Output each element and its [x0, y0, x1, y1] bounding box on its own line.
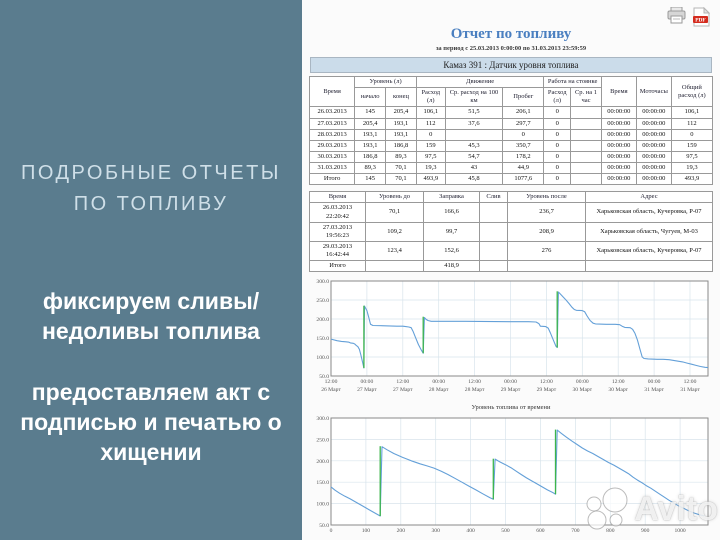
- panel-point-2: [20, 377, 282, 468]
- table-cell: 00:00:00: [636, 174, 671, 185]
- panel-point-line: фиксируем сливы/: [42, 288, 260, 314]
- svg-text:200.0: 200.0: [316, 459, 329, 466]
- table-cell: 1077,6: [503, 174, 544, 185]
- pdf-file-icon[interactable]: [693, 7, 710, 32]
- table-cell: [571, 151, 602, 162]
- daily-fuel-table: [309, 76, 713, 185]
- table-cell: 00:00:00: [601, 140, 636, 151]
- table-cell: 70,1: [366, 203, 424, 222]
- table-cell: 112: [671, 118, 712, 129]
- table-cell: 29.03.2013 16:42:44: [310, 241, 366, 260]
- table-cell: 31.03.2013: [310, 163, 355, 174]
- table-cell: 89,3: [355, 163, 386, 174]
- pdf-icon-label: PDF: [695, 17, 706, 24]
- table-cell: 159: [416, 140, 445, 151]
- table-cell: 30.03.2013: [310, 151, 355, 162]
- svg-text:150.0: 150.0: [316, 336, 329, 343]
- table-cell: 193,1: [355, 140, 386, 151]
- table-cell: 109,2: [366, 222, 424, 241]
- col-refuel-time: Время: [310, 192, 366, 203]
- svg-text:100: 100: [361, 528, 371, 535]
- col-level-start: начало: [355, 88, 386, 107]
- table-cell: 00:00:00: [601, 129, 636, 140]
- svg-text:800: 800: [606, 528, 615, 535]
- printer-icon[interactable]: [667, 7, 686, 32]
- col-drain: Слив: [480, 192, 508, 203]
- table-cell: 236,7: [508, 203, 586, 222]
- table-cell: 19,3: [671, 163, 712, 174]
- svg-text:12:00: 12:00: [683, 379, 697, 386]
- table-cell: 0: [544, 129, 571, 140]
- table-cell: 29.03.2013: [310, 140, 355, 151]
- svg-text:12:00: 12:00: [540, 379, 553, 386]
- table-cell: 00:00:00: [636, 140, 671, 151]
- colgroup-idle: Работа на стоянке: [544, 77, 602, 88]
- svg-text:12:00: 12:00: [611, 379, 625, 386]
- panel-heading-line: ПО ТОПЛИВУ: [73, 193, 229, 215]
- table-cell: 205,4: [386, 107, 417, 118]
- table-row: [310, 118, 713, 129]
- panel-point-1: [42, 286, 260, 347]
- table-row: [310, 129, 713, 140]
- table-cell: 51,5: [445, 107, 503, 118]
- table-cell: 193,1: [386, 129, 417, 140]
- table-cell: 145: [355, 174, 386, 185]
- svg-text:150.0: 150.0: [316, 480, 329, 487]
- svg-text:600: 600: [536, 528, 545, 535]
- table-cell: [571, 163, 602, 174]
- table-cell: 0: [544, 163, 571, 174]
- table-cell: [366, 261, 424, 272]
- table-cell: 00:00:00: [636, 151, 671, 162]
- svg-text:300.0: 300.0: [316, 279, 329, 286]
- table-cell: [480, 222, 508, 241]
- svg-text:00:00: 00:00: [647, 379, 661, 386]
- table-cell: 0: [544, 140, 571, 151]
- table-cell: 178,2: [503, 151, 544, 162]
- col-level-end: конец: [386, 88, 417, 107]
- table-cell: 297,7: [503, 118, 544, 129]
- table-cell: 97,5: [416, 151, 445, 162]
- table-cell: 186,8: [386, 140, 417, 151]
- fuel-level-time-chart: [309, 278, 713, 411]
- table-cell: 152,6: [424, 241, 480, 260]
- col-level-before: Уровень до: [366, 192, 424, 203]
- svg-text:00:00: 00:00: [432, 379, 446, 386]
- table-cell: 19,3: [416, 163, 445, 174]
- svg-text:29 Март: 29 Март: [500, 387, 521, 394]
- table-cell: 193,1: [355, 129, 386, 140]
- table-cell: 00:00:00: [601, 163, 636, 174]
- svg-text:100.0: 100.0: [316, 355, 329, 362]
- table-cell: Итого: [310, 261, 366, 272]
- table-cell: 27.03.2013 19:56:23: [310, 222, 366, 241]
- vehicle-banner: Камаз 391 : Датчик уровня топлива: [310, 57, 712, 73]
- table-cell: 350,7: [503, 140, 544, 151]
- table-cell: [480, 203, 508, 222]
- svg-text:12:00: 12:00: [324, 379, 338, 386]
- svg-text:100.0: 100.0: [316, 501, 329, 508]
- svg-text:250.0: 250.0: [316, 298, 329, 305]
- col-refuel: Заправка: [424, 192, 480, 203]
- svg-text:29 Март: 29 Март: [536, 387, 557, 394]
- svg-text:28 Март: 28 Март: [428, 387, 449, 394]
- table-cell: 123,4: [366, 241, 424, 260]
- table-row: [310, 163, 713, 174]
- col-time2: Время: [601, 77, 636, 107]
- table-cell: [586, 261, 713, 272]
- svg-text:30 Март: 30 Март: [608, 387, 629, 394]
- svg-text:31 Март: 31 Март: [680, 387, 700, 394]
- table-cell: 00:00:00: [601, 118, 636, 129]
- svg-text:300: 300: [431, 528, 440, 535]
- table-cell: 205,4: [355, 118, 386, 129]
- table-cell: 00:00:00: [636, 163, 671, 174]
- svg-text:27 Март: 27 Март: [392, 387, 413, 394]
- svg-text:50.0: 50.0: [319, 374, 329, 381]
- table-cell: 43: [445, 163, 503, 174]
- table-cell: 0: [416, 129, 445, 140]
- panel-heading: [21, 158, 281, 220]
- col-time: Время: [310, 77, 355, 107]
- table-cell: 418,9: [424, 261, 480, 272]
- table-cell: 89,3: [386, 151, 417, 162]
- panel-point-line: предоставляем акт с: [31, 378, 271, 405]
- colgroup-level: Уровень (л): [355, 77, 417, 88]
- col-address: Адрес: [586, 192, 713, 203]
- svg-text:12:00: 12:00: [396, 379, 410, 386]
- table-cell: [480, 261, 508, 272]
- table-row: [310, 222, 713, 241]
- svg-text:00:00: 00:00: [360, 379, 374, 386]
- svg-text:500: 500: [501, 528, 510, 535]
- svg-text:250.0: 250.0: [316, 437, 329, 444]
- col-mileage: Пробег: [503, 88, 544, 107]
- table-cell: 00:00:00: [636, 107, 671, 118]
- report-period: за период с 25.03.2013 0:00:00 по 31.03.2013 23:59:59: [435, 45, 587, 52]
- table-cell: 97,5: [671, 151, 712, 162]
- svg-text:30 Март: 30 Март: [572, 387, 593, 394]
- svg-text:31 Март: 31 Март: [644, 387, 664, 394]
- table-cell: 166,6: [424, 203, 480, 222]
- left-promo-panel: [0, 0, 302, 540]
- table-cell: 28.03.2013: [310, 129, 355, 140]
- svg-text:700: 700: [571, 528, 580, 535]
- table-cell: 44,9: [503, 163, 544, 174]
- fuel-level-mileage-chart: [309, 415, 713, 540]
- svg-text:50.0: 50.0: [319, 523, 329, 530]
- table-cell: 106,1: [671, 107, 712, 118]
- col-level-after: Уровень после: [508, 192, 586, 203]
- table-cell: 0: [544, 151, 571, 162]
- table-row: [310, 174, 713, 185]
- table-cell: 0: [671, 129, 712, 140]
- panel-point-line: хищении: [100, 439, 202, 466]
- table-cell: 00:00:00: [601, 174, 636, 185]
- table-cell: 26.03.2013 22:20:42: [310, 203, 366, 222]
- table-row: [310, 107, 713, 118]
- table-cell: 70,1: [386, 174, 417, 185]
- panel-heading-line: ПОДРОБНЫЕ ОТЧЕТЫ: [20, 162, 282, 184]
- col-idle-consumption: Расход (л): [544, 88, 571, 107]
- svg-text:00:00: 00:00: [575, 379, 589, 386]
- table-cell: [445, 129, 503, 140]
- table-cell: 208,9: [508, 222, 586, 241]
- table-cell: 99,7: [424, 222, 480, 241]
- table-cell: 45,8: [445, 174, 503, 185]
- table-cell: 493,9: [416, 174, 445, 185]
- table-cell: [480, 241, 508, 260]
- table-row: [310, 140, 713, 151]
- svg-text:200: 200: [396, 528, 405, 535]
- table-row: [310, 203, 713, 222]
- table-cell: [571, 118, 602, 129]
- table-row: [310, 261, 713, 272]
- table-cell: 54,7: [445, 151, 503, 162]
- table-cell: 206,1: [503, 107, 544, 118]
- chart1-caption: Уровень топлива от времени: [471, 404, 551, 412]
- fuel-report: [302, 0, 720, 540]
- panel-point-line: подписью и печатью о: [20, 409, 282, 436]
- panel-point-line: недоливы топлива: [42, 318, 260, 345]
- table-cell: 159: [671, 140, 712, 151]
- table-cell: 00:00:00: [636, 129, 671, 140]
- table-cell: 145: [355, 107, 386, 118]
- col-avg-hour: Ср. на 1 час: [571, 88, 602, 107]
- svg-text:300.0: 300.0: [316, 416, 329, 423]
- colgroup-movement: Движение: [416, 77, 543, 88]
- table-cell: 106,1: [416, 107, 445, 118]
- table-cell: 00:00:00: [601, 107, 636, 118]
- svg-text:27 Март: 27 Март: [357, 387, 377, 394]
- table-cell: 26.03.2013: [310, 107, 355, 118]
- table-cell: 70,1: [386, 163, 417, 174]
- svg-text:0: 0: [329, 528, 333, 535]
- svg-text:28 Март: 28 Март: [464, 387, 485, 394]
- table-cell: Харьковская область, Чугуев, М-03: [586, 222, 713, 241]
- svg-text:00:00: 00:00: [504, 379, 517, 386]
- table-cell: 27.03.2013: [310, 118, 355, 129]
- svg-text:900: 900: [641, 528, 650, 535]
- table-cell: 193,1: [386, 118, 417, 129]
- table-cell: 0: [544, 174, 571, 185]
- table-cell: 45,3: [445, 140, 503, 151]
- svg-text:12:00: 12:00: [468, 379, 481, 386]
- refuel-table: [309, 191, 713, 272]
- col-consumption: Расход (л): [416, 88, 445, 107]
- watermark-label: Avito: [634, 489, 718, 528]
- col-total-consumption: Общий расход (л): [671, 77, 712, 107]
- table-cell: [571, 107, 602, 118]
- svg-text:1000: 1000: [674, 528, 686, 535]
- table-cell: [571, 174, 602, 185]
- table-cell: Харьковская область, Кучеровка, Р-07: [586, 203, 713, 222]
- table-cell: 37,6: [445, 118, 503, 129]
- table-cell: 186,8: [355, 151, 386, 162]
- svg-text:26 Март: 26 Март: [321, 387, 341, 394]
- table-row: [310, 151, 713, 162]
- table-cell: 493,9: [671, 174, 712, 185]
- table-cell: 0: [544, 118, 571, 129]
- table-cell: 112: [416, 118, 445, 129]
- table-cell: Итого: [310, 174, 355, 185]
- table-cell: [571, 140, 602, 151]
- table-cell: 0: [544, 107, 571, 118]
- table-cell: 0: [503, 129, 544, 140]
- table-cell: [508, 261, 586, 272]
- report-title: Отчет по топливу: [450, 26, 572, 42]
- col-engine-hours: Моточасы: [636, 77, 671, 107]
- table-cell: 00:00:00: [636, 118, 671, 129]
- table-cell: Харьковская область, Кучеровка, Р-07: [586, 241, 713, 260]
- table-cell: [571, 129, 602, 140]
- table-cell: 00:00:00: [601, 151, 636, 162]
- table-cell: 276: [508, 241, 586, 260]
- svg-text:200.0: 200.0: [316, 317, 329, 324]
- table-row: [310, 241, 713, 260]
- col-avg-100km: Ср. расход на 100 км: [445, 88, 503, 107]
- svg-text:400: 400: [466, 528, 475, 535]
